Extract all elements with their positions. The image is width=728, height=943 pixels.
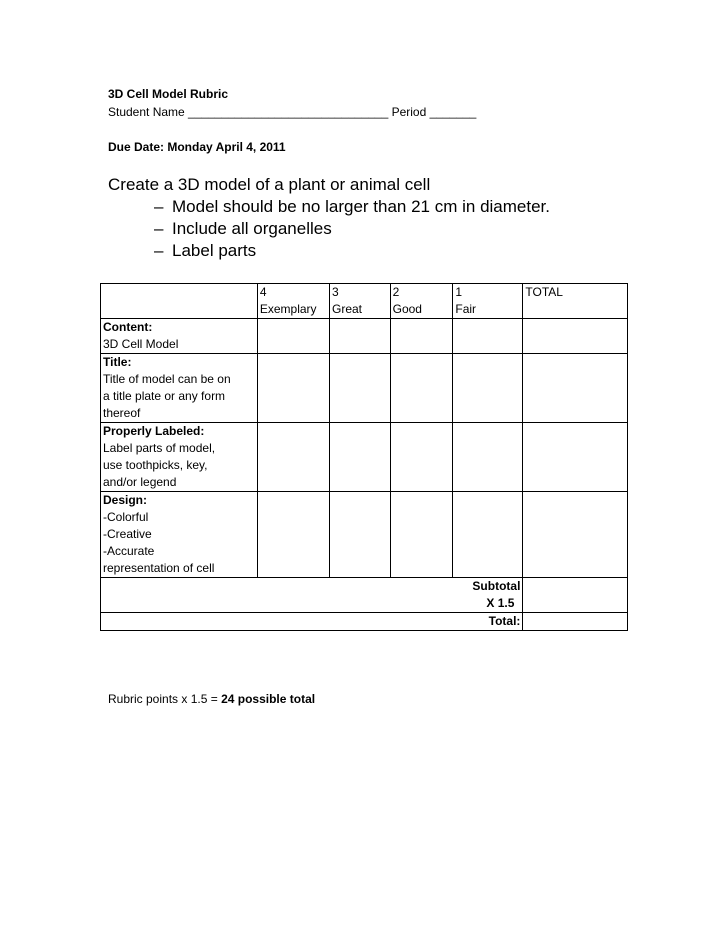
score-cell[interactable]	[257, 423, 329, 492]
label-good: Good	[392, 302, 422, 316]
score-cell[interactable]	[329, 423, 390, 492]
instruction-item	[154, 196, 550, 218]
total-label: Total:	[488, 614, 521, 628]
score-cell[interactable]	[390, 354, 453, 423]
criterion-line: -Accurate	[103, 544, 155, 558]
score-1: 1	[455, 285, 463, 299]
criterion-title: Properly Labeled:	[103, 424, 205, 438]
score-3: 3	[331, 285, 339, 299]
header-label-good	[390, 301, 453, 319]
total-header-label: TOTAL	[525, 285, 563, 299]
total-row	[101, 613, 628, 631]
instruction-item	[154, 218, 550, 240]
instruction-item	[154, 240, 550, 262]
total-label-cell	[101, 613, 523, 631]
score-cell[interactable]	[257, 492, 329, 578]
header-total	[523, 284, 628, 302]
label-great: Great	[331, 302, 362, 316]
instructions-list	[108, 196, 550, 262]
instructions-block	[108, 174, 550, 262]
score-cell[interactable]	[453, 319, 523, 354]
score-2: 2	[392, 285, 400, 299]
footer-prefix: Rubric points x 1.5 =	[108, 692, 222, 706]
criterion-row-title	[101, 354, 628, 423]
criterion-title: Design:	[103, 493, 148, 507]
total-cell[interactable]	[523, 319, 628, 354]
header-row	[101, 284, 628, 302]
total-value-cell[interactable]	[523, 613, 628, 631]
criterion-cell	[101, 319, 258, 354]
criterion-cell	[101, 354, 258, 423]
header-score-1	[453, 284, 523, 302]
header-label-great	[329, 301, 390, 319]
criterion-row-labeled	[101, 423, 628, 492]
total-cell[interactable]	[523, 423, 628, 492]
header-label-fair	[453, 301, 523, 319]
total-cell[interactable]	[523, 354, 628, 423]
score-cell[interactable]	[329, 319, 390, 354]
subtotal-value-cell[interactable]	[523, 578, 628, 613]
dash-bullet: –	[154, 241, 164, 260]
score-cell[interactable]	[257, 319, 329, 354]
header-blank-cell	[101, 301, 258, 319]
rubric-table	[100, 283, 628, 631]
score-cell[interactable]	[257, 354, 329, 423]
header-score-3	[329, 284, 390, 302]
dash-bullet: –	[154, 219, 164, 238]
label-fair: Fair	[455, 302, 477, 316]
due-date: Due Date: Monday April 4, 2011	[108, 140, 286, 154]
header-score-4	[257, 284, 329, 302]
score-cell[interactable]	[453, 423, 523, 492]
criterion-line: representation of cell	[103, 561, 215, 575]
footer-bold: 24 possible total	[221, 692, 316, 706]
instructions-main: Create a 3D model of a plant or animal cell	[108, 175, 431, 194]
dash-bullet: –	[154, 197, 164, 216]
criterion-line: thereof	[103, 406, 141, 420]
criterion-title: Title:	[103, 355, 132, 369]
criterion-line: and/or legend	[103, 475, 177, 489]
criterion-title: Content:	[103, 320, 153, 334]
criterion-row-content	[101, 319, 628, 354]
score-cell[interactable]	[390, 423, 453, 492]
instruction-text: Include all organelles	[172, 219, 332, 238]
score-cell[interactable]	[453, 354, 523, 423]
criterion-cell	[101, 423, 258, 492]
criterion-cell	[101, 492, 258, 578]
header-label-total-blank	[523, 301, 628, 319]
document-title: 3D Cell Model Rubric	[108, 87, 229, 101]
criterion-line: 3D Cell Model	[103, 337, 179, 351]
footer-note	[108, 692, 315, 706]
criterion-line: -Colorful	[103, 510, 149, 524]
score-cell[interactable]	[329, 354, 390, 423]
student-name-period-line: Student Name ______________________________ Period _______	[108, 105, 477, 119]
subtotal-row	[101, 578, 628, 613]
criterion-line: Title of model can be on	[103, 372, 231, 386]
score-cell[interactable]	[390, 319, 453, 354]
header-score-2	[390, 284, 453, 302]
criterion-row-design	[101, 492, 628, 578]
score-4: 4	[259, 285, 267, 299]
score-cell[interactable]	[390, 492, 453, 578]
instruction-text: Label parts	[172, 241, 257, 260]
criterion-line: use toothpicks, key,	[103, 458, 208, 472]
subtotal-label-cell	[101, 578, 523, 613]
criterion-line: a title plate or any form	[103, 389, 226, 403]
total-cell[interactable]	[523, 492, 628, 578]
score-cell[interactable]	[329, 492, 390, 578]
header-label-exemplary	[257, 301, 329, 319]
criterion-line: Label parts of model,	[103, 441, 216, 455]
header-blank-cell	[101, 284, 258, 302]
multiplier-label: X 1.5	[486, 596, 515, 610]
header-label-row	[101, 301, 628, 319]
subtotal-label: Subtotal	[472, 579, 521, 593]
score-cell[interactable]	[453, 492, 523, 578]
label-exemplary: Exemplary	[259, 302, 317, 316]
instruction-text: Model should be no larger than 21 cm in diameter.	[172, 197, 551, 216]
criterion-line: -Creative	[103, 527, 152, 541]
